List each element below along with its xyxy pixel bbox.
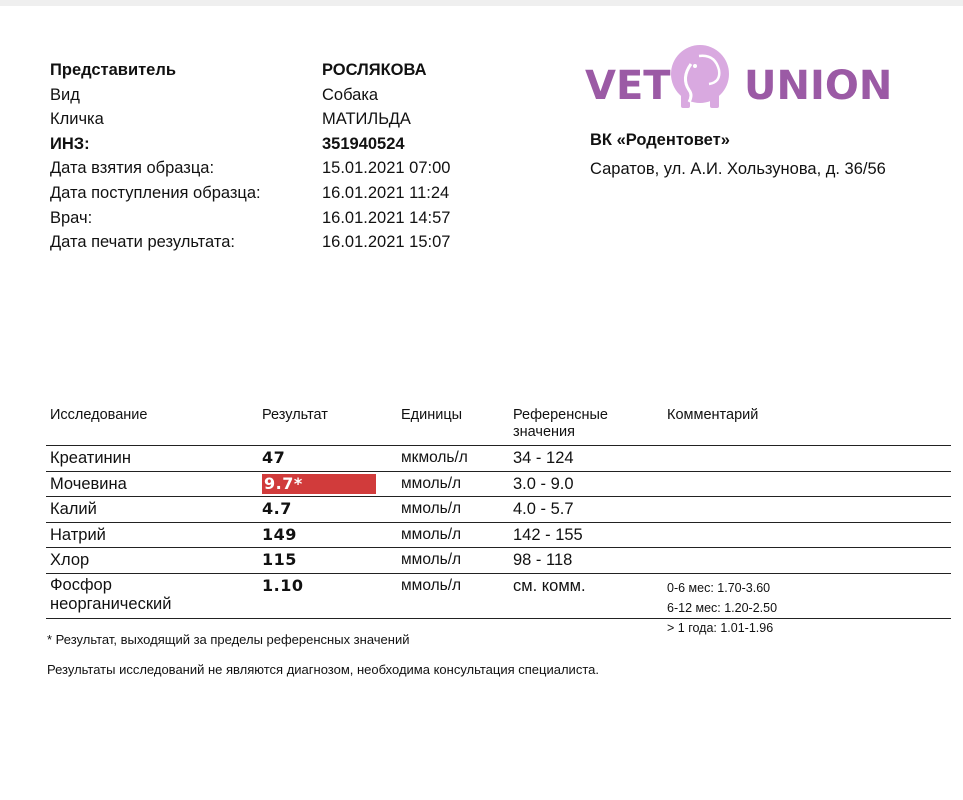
row-units: мкмоль/л (401, 449, 468, 466)
table-row (46, 471, 951, 497)
print-date-label: Дата печати результата: (50, 233, 235, 252)
row-test: Креатинин (50, 449, 131, 467)
representative-label: Представитель (50, 61, 176, 79)
vet-union-logo (585, 44, 893, 110)
info-row-print-date (50, 230, 520, 255)
clinic-name: ВК «Родентовет» (590, 131, 730, 149)
table-row (46, 547, 951, 573)
row-comment (667, 578, 777, 638)
table-row (46, 573, 951, 635)
info-row-sample-taken (50, 156, 520, 181)
inz-value: 351940524 (322, 134, 405, 153)
footnote: * Результат, выходящий за пределы референсных значений (47, 632, 410, 647)
comment-line: 6-12 мес: 1.20-2.50 (667, 600, 778, 615)
row-test: Калий (50, 500, 97, 518)
print-date-value: 16.01.2021 15:07 (322, 233, 451, 252)
table-row (46, 496, 951, 522)
row-test (50, 576, 171, 614)
header-units: Единицы (401, 407, 463, 423)
table-row (46, 522, 951, 548)
row-result: 1.10 (262, 575, 304, 595)
row-reference: 34 - 124 (513, 449, 574, 467)
row-units: ммоль/л (401, 474, 462, 492)
row-reference: 142 - 155 (513, 525, 583, 544)
info-row-doctor (50, 206, 520, 231)
row-result: 115 (262, 550, 297, 569)
clinic-address: Саратов, ул. А.И. Хользунова, д. 36/56 (590, 160, 886, 178)
disclaimer: Результаты исследований не являются диагнозом, необходима консультация специалиста. (47, 662, 599, 677)
row-reference: 4.0 - 5.7 (513, 500, 574, 518)
sample-received-value: 16.01.2021 11:24 (322, 183, 450, 202)
row-units: ммоль/л (401, 551, 462, 568)
info-row-representative (50, 58, 520, 83)
doctor-label: Врач: (50, 208, 93, 227)
doctor-value: 16.01.2021 14:57 (322, 208, 451, 227)
row-reference: 3.0 - 9.0 (513, 474, 574, 493)
info-row-inz (50, 132, 520, 157)
header-result: Результат (262, 407, 328, 423)
row-test-line1: Фосфор (50, 575, 112, 594)
info-row-species (50, 83, 520, 108)
logo-svg (585, 44, 893, 110)
species-value: Собака (322, 85, 379, 104)
comment-line: 0-6 мес: 1.70-3.60 (667, 580, 771, 595)
row-reference: 98 - 118 (513, 551, 573, 569)
info-row-pet-name (50, 107, 520, 132)
sample-taken-value: 15.01.2021 07:00 (322, 159, 451, 178)
info-row-sample-received (50, 181, 520, 206)
row-units: ммоль/л (401, 576, 462, 594)
row-units: ммоль/л (401, 525, 462, 543)
pet-name-value: МАТИЛЬДА (322, 110, 411, 129)
logo-text-left: VET (585, 63, 671, 109)
row-test: Натрий (50, 525, 106, 544)
representative-value: РОСЛЯКОВА (322, 61, 427, 79)
row-test: Мочевина (50, 474, 127, 493)
top-bar (0, 0, 963, 6)
inz-label: ИНЗ: (50, 134, 90, 153)
table-bottom-rule (46, 618, 951, 619)
header-reference-line2: значения (513, 424, 575, 440)
row-result-flagged: 9.7* (262, 474, 376, 494)
row-result: 47 (262, 448, 286, 467)
logo-text-right: UNION (744, 63, 893, 109)
row-reference: см. комм. (513, 576, 586, 595)
header-reference-line1: Референсные (513, 407, 608, 423)
table-header (46, 405, 951, 445)
row-test-line2: неорганический (50, 594, 172, 613)
elephant-icon (671, 45, 729, 108)
comment-line: > 1 года: 1.01-1.96 (667, 620, 774, 635)
header-comment: Комментарий (667, 407, 759, 423)
table-row (46, 445, 951, 471)
sample-received-label: Дата поступления образца: (50, 183, 261, 202)
sample-taken-label: Дата взятия образца: (50, 159, 215, 178)
pet-name-label: Кличка (50, 110, 104, 129)
row-result: 149 (262, 524, 297, 544)
row-test: Хлор (50, 551, 90, 569)
header-reference (513, 407, 608, 441)
row-units: ммоль/л (401, 500, 462, 517)
patient-info (50, 58, 520, 255)
species-label: Вид (50, 85, 80, 104)
header-test: Исследование (50, 407, 148, 423)
row-result: 4.7 (262, 499, 292, 518)
results-table (46, 405, 951, 635)
